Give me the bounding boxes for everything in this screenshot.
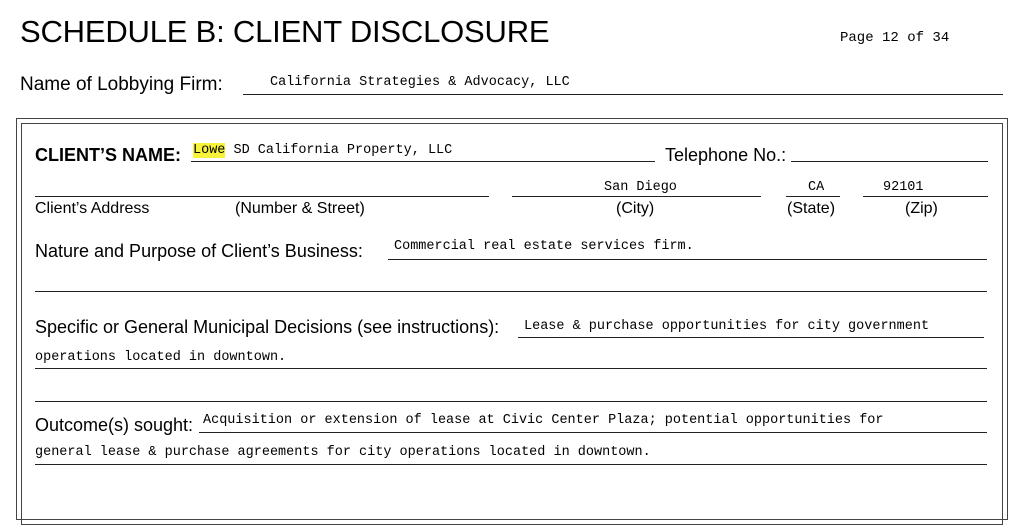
business-label: Nature and Purpose of Client’s Business:	[35, 241, 363, 261]
city-underline	[512, 196, 761, 197]
business-underline	[388, 259, 987, 260]
business-extra-line	[35, 291, 987, 292]
client-name-value	[193, 143, 452, 158]
decisions-line2: operations located in downtown.	[35, 350, 287, 365]
outcome-line1: Acquisition or extension of lease at Civic Center Plaza; potential opportunities for	[203, 413, 884, 428]
client-name-rest: SD California Property, LLC	[225, 143, 453, 158]
street-underline	[35, 196, 489, 197]
page-indicator: Page 12 of 34	[840, 30, 950, 46]
zip-underline	[863, 196, 988, 197]
firm-name-value: California Strategies & Advocacy, LLC	[270, 75, 570, 90]
client-name-highlight: Lowe	[193, 143, 226, 158]
outcome-line2: general lease & purchase agreements for city operations located in downtown.	[35, 445, 651, 460]
page-title: SCHEDULE B: CLIENT DISCLOSURE	[20, 14, 550, 49]
client-name-underline	[191, 161, 655, 162]
address-label: Client’s Address	[35, 200, 150, 217]
state-label: (State)	[787, 200, 836, 217]
business-value: Commercial real estate services firm.	[394, 239, 694, 254]
state-value: CA	[808, 180, 825, 195]
firm-name-underline	[243, 94, 1003, 95]
zip-value: 92101	[883, 180, 924, 195]
telephone-label: Telephone No.:	[665, 145, 787, 165]
outcome-label: Outcome(s) sought:	[35, 415, 194, 435]
city-value: San Diego	[604, 180, 677, 195]
outcome-underline-1	[199, 432, 987, 433]
decisions-label: Specific or General Municipal Decisions (see instructions):	[35, 317, 500, 337]
decisions-underline-1	[518, 337, 984, 338]
decisions-extra-line	[35, 401, 987, 402]
state-underline	[786, 196, 840, 197]
decisions-line1: Lease & purchase opportunities for city government	[524, 319, 930, 334]
outcome-underline-2	[35, 464, 987, 465]
street-label: (Number & Street)	[235, 200, 365, 217]
zip-label: (Zip)	[905, 200, 938, 217]
telephone-underline	[791, 161, 988, 162]
city-label: (City)	[616, 200, 655, 217]
decisions-underline-2	[35, 368, 987, 369]
firm-label: Name of Lobbying Firm:	[20, 74, 223, 95]
client-name-label: CLIENT’S NAME:	[35, 145, 181, 165]
